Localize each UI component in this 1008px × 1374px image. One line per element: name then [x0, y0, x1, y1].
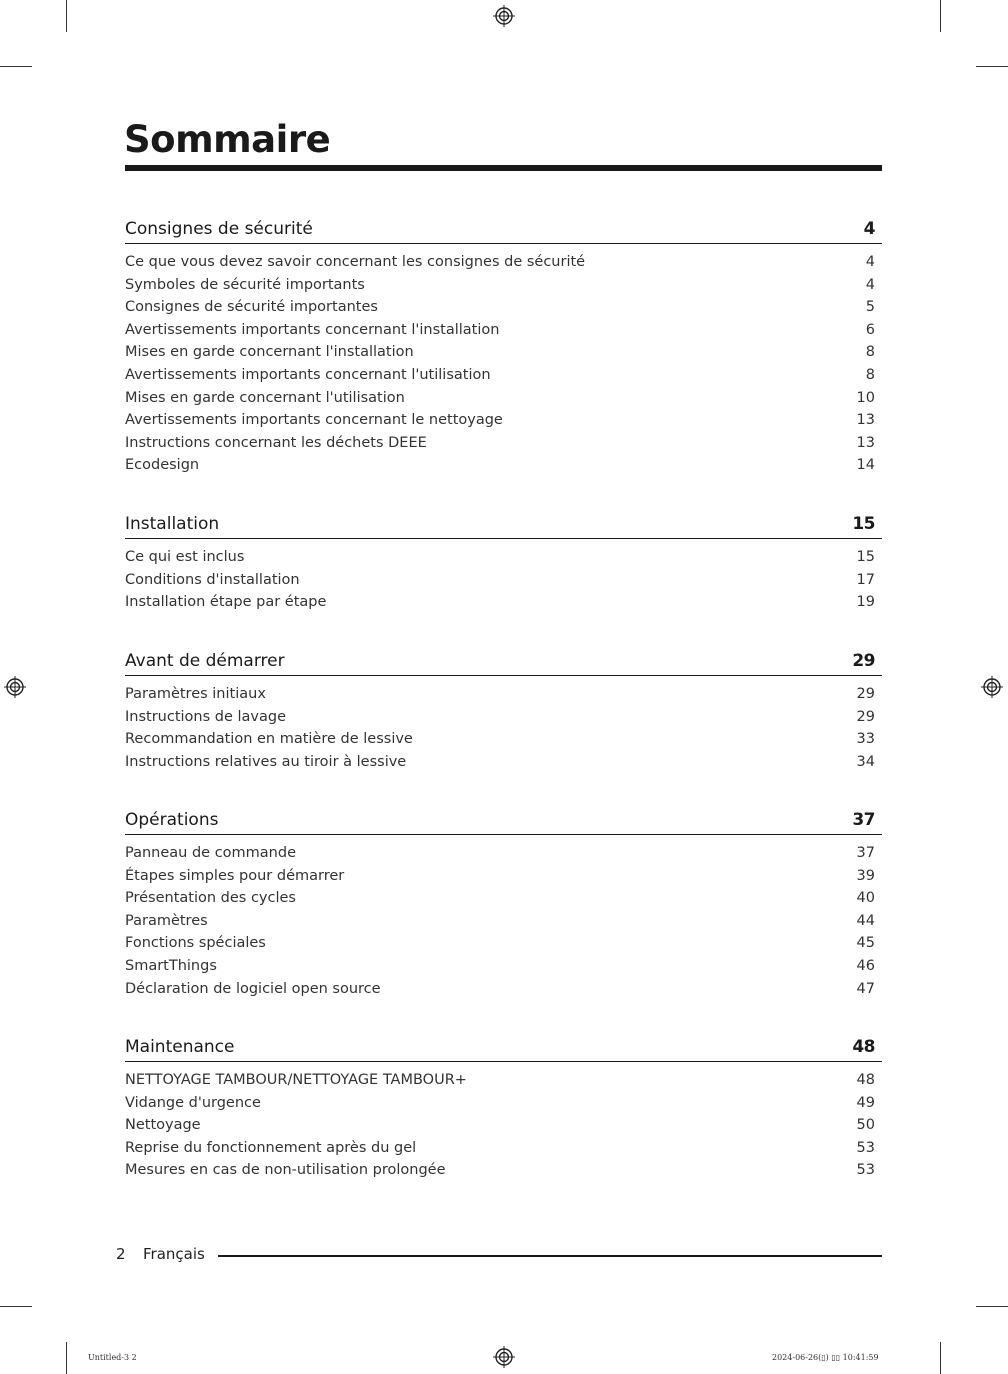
- toc-entry[interactable]: [125, 298, 882, 321]
- toc-entry[interactable]: [125, 708, 882, 731]
- entry-label: Avertissements importants concernant l'installation: [125, 321, 500, 338]
- entry-label: Reprise du fonctionnement après du gel: [125, 1139, 417, 1156]
- toc-entry[interactable]: [125, 411, 882, 434]
- footer-language: Français: [143, 1245, 205, 1263]
- toc-entry[interactable]: [125, 343, 882, 366]
- section-label: Avant de démarrer: [125, 651, 285, 671]
- entry-page: 13: [856, 412, 875, 429]
- toc-section-heading[interactable]: [125, 1036, 882, 1062]
- registration-target-icon: [493, 1346, 515, 1368]
- entry-label: Avertissements importants concernant l'utilisation: [125, 366, 491, 383]
- entry-label: Étapes simples pour démarrer: [125, 867, 345, 884]
- entry-page: 45: [856, 935, 875, 952]
- entry-page: 13: [856, 434, 875, 451]
- crop-mark: [976, 66, 1008, 67]
- toc-section-heading[interactable]: [125, 650, 882, 676]
- toc-entry[interactable]: [125, 571, 882, 594]
- section-page: 48: [852, 1037, 875, 1057]
- toc-section-installation: [125, 513, 882, 616]
- crop-mark: [0, 1306, 32, 1307]
- section-label: Opérations: [125, 810, 219, 830]
- toc-entry[interactable]: [125, 730, 882, 753]
- entry-page: 10: [856, 389, 875, 406]
- entry-label: Conditions d'installation: [125, 571, 300, 588]
- crop-mark: [66, 0, 67, 32]
- entry-page: 17: [856, 571, 875, 588]
- crop-mark: [976, 1306, 1008, 1307]
- toc-entry[interactable]: [125, 321, 882, 344]
- entry-page: 19: [856, 594, 875, 611]
- registration-target-icon: [981, 676, 1003, 698]
- toc-entry[interactable]: [125, 1071, 882, 1094]
- entry-page: 14: [856, 457, 875, 474]
- entry-page: 47: [856, 980, 875, 997]
- entry-page: 46: [856, 957, 875, 974]
- registration-target-icon: [4, 676, 26, 698]
- section-label: Installation: [125, 514, 220, 534]
- toc-entry[interactable]: [125, 366, 882, 389]
- toc-entry[interactable]: [125, 912, 882, 935]
- crop-mark: [940, 1342, 941, 1374]
- entry-label: Fonctions spéciales: [125, 935, 266, 952]
- section-page: 4: [863, 219, 875, 239]
- toc-entry[interactable]: [125, 1094, 882, 1117]
- print-slug-file: Untitled-3 2: [88, 1353, 137, 1362]
- section-page: 29: [852, 651, 875, 671]
- entry-label: Installation étape par étape: [125, 594, 327, 611]
- toc-section-consignes: [125, 218, 882, 479]
- toc-entry[interactable]: [125, 1116, 882, 1139]
- toc-entry[interactable]: [125, 889, 882, 912]
- entry-label: Recommandation en matière de lessive: [125, 731, 413, 748]
- toc-entry[interactable]: [125, 753, 882, 776]
- toc-entry[interactable]: [125, 1161, 882, 1184]
- section-page: 15: [852, 514, 875, 534]
- toc-section-avant-de-demarrer: [125, 650, 882, 775]
- crop-mark: [0, 66, 32, 67]
- entry-page: 53: [856, 1162, 875, 1179]
- toc-entry[interactable]: [125, 276, 882, 299]
- toc-entry[interactable]: [125, 593, 882, 616]
- section-label: Consignes de sécurité: [125, 219, 313, 239]
- entry-page: 49: [856, 1094, 875, 1111]
- entry-label: SmartThings: [125, 957, 217, 974]
- entry-label: Paramètres: [125, 912, 208, 929]
- title-rule: [125, 165, 882, 171]
- toc-entry[interactable]: [125, 1139, 882, 1162]
- entry-page: 50: [856, 1117, 875, 1134]
- toc-section-maintenance: [125, 1036, 882, 1184]
- entry-label: Paramètres initiaux: [125, 686, 266, 702]
- entry-page: 37: [856, 845, 875, 861]
- section-page: 37: [852, 810, 875, 830]
- entry-label: Nettoyage: [125, 1117, 201, 1134]
- entry-page: 6: [865, 321, 875, 338]
- entry-page: 53: [856, 1139, 875, 1156]
- entry-page: 48: [856, 1072, 875, 1088]
- entry-page: 5: [865, 299, 875, 316]
- toc-section-heading[interactable]: [125, 218, 882, 244]
- toc-entry[interactable]: [125, 389, 882, 412]
- toc-entry[interactable]: [125, 253, 882, 276]
- toc-entry[interactable]: [125, 957, 882, 980]
- entry-page: 8: [865, 344, 875, 361]
- entry-label: Panneau de commande: [125, 845, 296, 861]
- toc-entry[interactable]: [125, 934, 882, 957]
- toc-entry[interactable]: [125, 456, 882, 479]
- toc-entry[interactable]: [125, 434, 882, 457]
- toc-section-heading[interactable]: [125, 809, 882, 835]
- section-label: Maintenance: [125, 1037, 235, 1057]
- page-title: Sommaire: [124, 118, 331, 161]
- entry-label: Vidange d'urgence: [125, 1094, 261, 1111]
- entry-label: Présentation des cycles: [125, 890, 296, 907]
- entry-label: NETTOYAGE TAMBOUR/NETTOYAGE TAMBOUR+: [125, 1072, 467, 1088]
- registration-target-icon: [493, 5, 515, 27]
- entry-page: 29: [856, 708, 875, 725]
- entry-label: Ce que vous devez savoir concernant les consignes de sécurité: [125, 254, 586, 270]
- entry-page: 8: [865, 366, 875, 383]
- entry-label: Mesures en cas de non-utilisation prolongée: [125, 1162, 446, 1179]
- toc-entry[interactable]: [125, 685, 882, 708]
- entry-page: 39: [856, 867, 875, 884]
- entry-label: Instructions de lavage: [125, 708, 287, 725]
- entry-label: Instructions relatives au tiroir à lessive: [125, 753, 407, 770]
- entry-page: 4: [865, 276, 875, 293]
- entry-label: Consignes de sécurité importantes: [125, 299, 378, 316]
- footer-page-number: 2: [116, 1245, 126, 1263]
- entry-label: Mises en garde concernant l'installation: [125, 344, 414, 361]
- entry-page: 33: [856, 731, 875, 748]
- entry-label: Déclaration de logiciel open source: [125, 980, 381, 997]
- entry-page: 40: [856, 890, 875, 907]
- entry-label: Ce qui est inclus: [125, 549, 245, 565]
- toc-section-heading[interactable]: [125, 513, 882, 539]
- entry-page: 4: [865, 254, 875, 270]
- crop-mark: [66, 1342, 67, 1374]
- toc-entry[interactable]: [125, 980, 882, 1003]
- entry-label: Ecodesign: [125, 457, 200, 474]
- crop-mark: [940, 0, 941, 32]
- toc-entry[interactable]: [125, 548, 882, 571]
- entry-label: Avertissements importants concernant le nettoyage: [125, 412, 503, 429]
- entry-page: 15: [856, 549, 875, 565]
- entry-page: 44: [856, 912, 875, 929]
- toc-entry[interactable]: [125, 867, 882, 890]
- entry-page: 34: [856, 753, 875, 770]
- entry-label: Instructions concernant les déchets DEEE: [125, 434, 427, 451]
- entry-page: 29: [856, 686, 875, 702]
- entry-label: Symboles de sécurité importants: [125, 276, 365, 293]
- toc-entry[interactable]: [125, 844, 882, 867]
- print-slug-timestamp: 2024-06-26(▯) ▯▯ 10:41:59: [772, 1353, 879, 1362]
- toc-section-operations: [125, 809, 882, 1002]
- footer-rule: [218, 1255, 882, 1257]
- entry-label: Mises en garde concernant l'utilisation: [125, 389, 405, 406]
